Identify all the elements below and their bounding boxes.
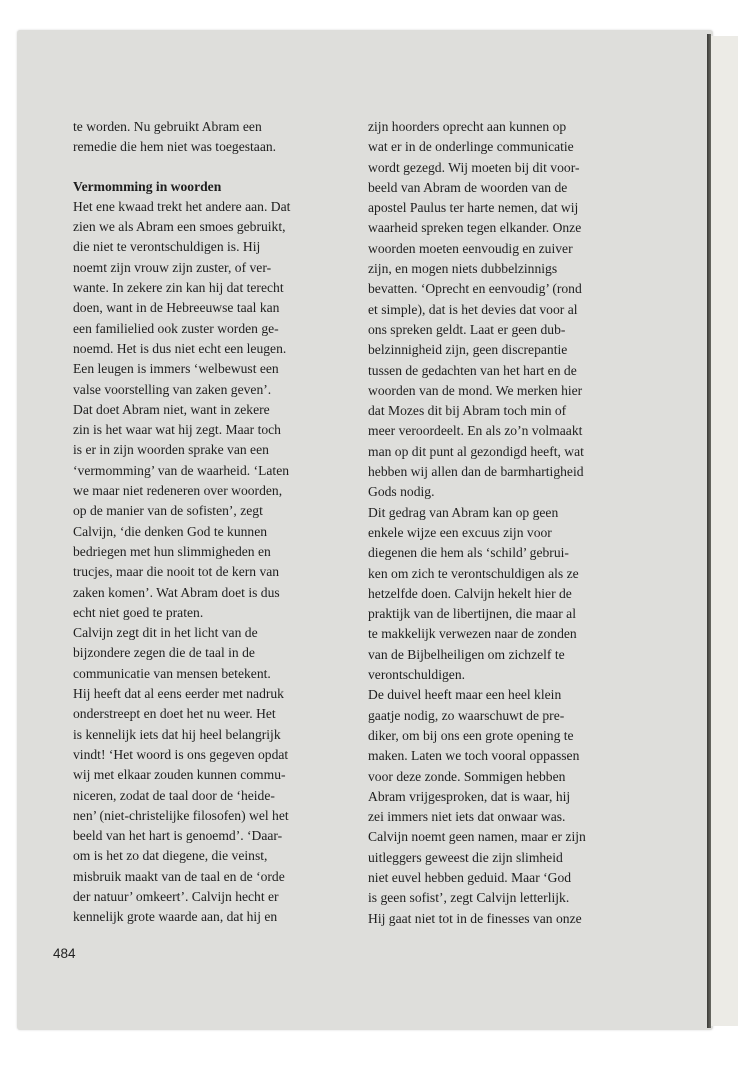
text-line: remedie die hem niet was toegestaan. xyxy=(73,139,277,155)
text-line: noemt zijn vrouw zijn zuster, of ver- xyxy=(73,259,272,275)
text-line: zaken komen’. Wat Abram doet is dus xyxy=(73,584,280,600)
text-line: der natuur’ omkeert’. Calvijn hecht er xyxy=(73,888,279,904)
text-line: ons spreken geldt. Laat er geen dub- xyxy=(368,321,566,337)
text-line: misbruik maakt van de taal en de ‘orde xyxy=(73,868,285,884)
text-line: beeld van Abram de woorden van de xyxy=(368,179,568,195)
text-line: dat Mozes dit bij Abram toch min of xyxy=(368,403,567,419)
text-line: Hij heeft dat al eens eerder met nadruk xyxy=(73,686,284,702)
text-line: apostel Paulus ter harte nemen, dat wij xyxy=(368,200,579,216)
section-heading: Vermomming in woorden xyxy=(73,178,222,194)
text-line: zien we als Abram een smoes gebruikt, xyxy=(73,219,286,235)
right-column-body xyxy=(368,117,658,929)
text-line: belzinnigheid zijn, geen discrepantie xyxy=(368,342,568,358)
text-line: Dit gedrag van Abram kan op geen xyxy=(368,504,559,520)
text-line: Calvijn zegt dit in het licht van de xyxy=(73,625,258,641)
text-line: uitleggers geweest die zijn slimheid xyxy=(368,849,563,865)
text-line: die niet te verontschuldigen is. Hij xyxy=(73,239,261,255)
text-line: zijn, en mogen niets dubbelzinnigs xyxy=(368,261,558,277)
text-line: hetzelfde doen. Calvijn hekelt hier de xyxy=(368,585,572,601)
text-line: te worden. Nu gebruikt Abram een xyxy=(73,119,262,134)
text-line: Gods nodig. xyxy=(368,484,435,500)
text-line: valse voorstelling van zaken geven’. xyxy=(73,381,272,397)
text-line: is kennelijk iets dat hij heel belangrijk xyxy=(73,726,281,742)
text-line: wante. In zekere zin kan hij dat terecht xyxy=(73,280,284,296)
text-line: praktijk van de libertijnen, die maar al xyxy=(368,606,576,622)
right-column xyxy=(368,117,658,929)
next-page-margin xyxy=(711,36,738,1026)
text-line: meer veroordeelt. En als zo’n volmaakt xyxy=(368,423,583,439)
text-line: Een leugen is immers ‘welbewust een xyxy=(73,361,279,377)
text-line: echt niet goed te praten. xyxy=(73,604,204,620)
text-line: op de manier van de sofisten’, zegt xyxy=(73,503,263,519)
text-line: zijn hoorders oprecht aan kunnen op xyxy=(368,119,567,134)
text-line: ‘vermomming’ van de waarheid. ‘Laten xyxy=(73,462,290,478)
text-line: is er in zijn woorden sprake van een xyxy=(73,442,269,458)
text-line: wordt gezegd. Wij moeten bij dit voor- xyxy=(368,159,580,175)
text-line: bijzondere zegen die de taal in de xyxy=(73,645,255,661)
text-line: tussen de gedachten van het hart en de xyxy=(368,362,577,378)
text-line: van de Bijbelheiligen om zichzelf te xyxy=(368,646,565,662)
text-line: waarheid spreken tegen elkander. Onze xyxy=(368,220,582,236)
text-line: nen’ (niet-christelijke filosofen) wel het xyxy=(73,807,289,823)
text-line: kennelijk grote waarde aan, dat hij en xyxy=(73,909,278,925)
text-line: niceren, zodat de taal door de ‘heide- xyxy=(73,787,275,803)
text-line: bedriegen met hun slimmigheden en xyxy=(73,543,271,559)
text-line: is geen sofist’, zegt Calvijn letterlijk. xyxy=(368,890,570,906)
text-line: gaatje nodig, zo waarschuwt de pre- xyxy=(368,707,565,723)
text-line: maken. Laten we toch vooral oppassen xyxy=(368,748,580,764)
text-line: wat er in de onderlinge communicatie xyxy=(368,139,574,155)
text-line: zin is het waar wat hij zegt. Maar toch xyxy=(73,422,281,438)
text-line: voor deze zonde. Sommigen hebben xyxy=(368,768,566,784)
text-line: Dat doet Abram niet, want in zekere xyxy=(73,401,270,417)
text-line: Het ene kwaad trekt het andere aan. Dat xyxy=(73,198,291,214)
text-line: beeld van het hart is genoemd’. ‘Daar- xyxy=(73,828,283,844)
page-number: 484 xyxy=(53,946,76,961)
text-line: hebben wij allen dan de barmhartigheid xyxy=(368,464,584,480)
text-line: noemd. Het is dus niet echt een leugen. xyxy=(73,340,287,356)
text-line: te makkelijk verwezen naar de zonden xyxy=(368,626,577,642)
text-line: man op dit punt al gezondigd heeft, wat xyxy=(368,443,584,459)
left-column-opening xyxy=(73,117,348,158)
text-line: enkele wijze een excuus zijn voor xyxy=(368,524,552,540)
text-line: Calvijn, ‘die denken God te kunnen xyxy=(73,523,268,539)
left-column xyxy=(73,117,348,928)
text-line: Calvijn noemt geen namen, maar er zijn xyxy=(368,829,586,845)
text-line: et simple), dat is het devies dat voor al xyxy=(368,301,578,317)
text-line: Abram vrijgesproken, dat is waar, hij xyxy=(368,788,571,804)
text-line: wij met elkaar zouden kunnen commu- xyxy=(73,767,286,783)
text-line: we maar niet redeneren over woorden, xyxy=(73,483,283,499)
text-line: zei immers niet iets dat onwaar was. xyxy=(368,809,566,825)
text-line: diegenen die hem als ‘schild’ gebrui- xyxy=(368,545,569,561)
text-line: diker, om bij ons een grote opening te xyxy=(368,727,574,743)
text-line: doen, want in de Hebreeuwse taal kan xyxy=(73,300,280,316)
text-line: woorden moeten eenvoudig en zuiver xyxy=(368,240,573,256)
text-line: vindt! ‘Het woord is ons gegeven opdat xyxy=(73,746,289,762)
text-line: trucjes, maar die nooit tot de kern van xyxy=(73,564,280,580)
text-line: communicatie van mensen betekent. xyxy=(73,665,271,681)
text-line: Hij gaat niet tot in de finesses van onze xyxy=(368,910,582,926)
text-line: ken om zich te verontschuldigen als ze xyxy=(368,565,579,581)
text-line: een familielied ook zuster worden ge- xyxy=(73,320,279,336)
text-line: niet euvel hebben geduid. Maar ‘God xyxy=(368,869,572,885)
text-line: verontschuldigen. xyxy=(368,667,466,683)
text-line: onderstreept en doet het nu weer. Het xyxy=(73,706,276,722)
text-line: De duivel heeft maar een heel klein xyxy=(368,687,562,703)
text-line: bevatten. ‘Oprecht en eenvoudig’ (rond xyxy=(368,281,582,297)
text-line: woorden van de mond. We merken hier xyxy=(368,382,583,398)
paragraph-gap xyxy=(73,158,348,177)
left-column-body xyxy=(73,197,348,928)
text-line: om is het zo dat diegene, die veinst, xyxy=(73,848,268,864)
